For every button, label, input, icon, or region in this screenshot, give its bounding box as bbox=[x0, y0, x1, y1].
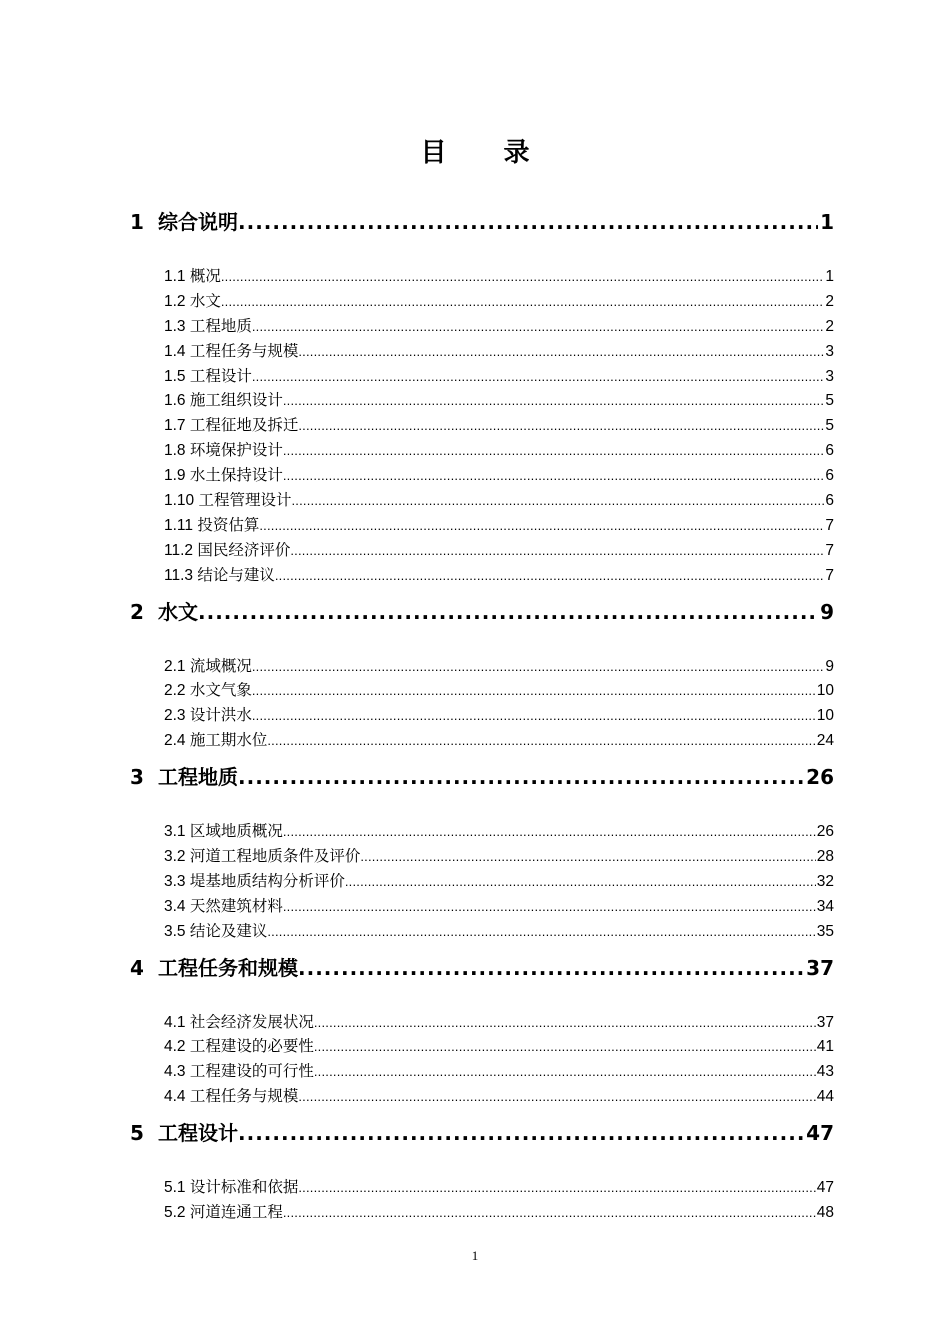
dot-leader bbox=[314, 1064, 816, 1079]
entry-label: 1.3 工程地质 bbox=[164, 317, 252, 335]
toc-entry[interactable] bbox=[164, 678, 834, 703]
dot-leader bbox=[314, 1015, 816, 1030]
entry-label: 11.3 结论与建议 bbox=[164, 566, 275, 584]
entry-page-number: 7 bbox=[825, 566, 834, 584]
dot-leader bbox=[283, 443, 825, 458]
dot-leader bbox=[290, 543, 824, 558]
dot-leader bbox=[238, 765, 804, 789]
toc-entry[interactable] bbox=[164, 1175, 834, 1200]
toc-chapter-2[interactable] bbox=[130, 596, 834, 630]
entry-label: 5.2 河道连通工程 bbox=[164, 1204, 283, 1222]
toc-chapter-3[interactable] bbox=[130, 761, 834, 795]
entry-label: 4.2 工程建设的必要性 bbox=[164, 1038, 314, 1056]
entry-label: 11.2 国民经济评价 bbox=[164, 541, 291, 559]
dot-leader bbox=[252, 708, 816, 723]
dot-leader bbox=[345, 874, 816, 889]
entry-page-number: 2 bbox=[825, 317, 834, 335]
chapter-label: 工程地质 bbox=[158, 765, 238, 790]
toc-entry[interactable] bbox=[164, 513, 834, 538]
entry-label: 4.3 工程建设的可行性 bbox=[164, 1063, 314, 1081]
entry-page-number: 10 bbox=[816, 707, 834, 725]
toc-sections-4 bbox=[164, 1010, 834, 1110]
entry-page-number: 47 bbox=[816, 1179, 834, 1197]
chapter-number: 5 bbox=[130, 1121, 144, 1146]
entry-label: 3.3 堤基地质结构分析评价 bbox=[164, 872, 345, 890]
toc-entry[interactable] bbox=[164, 703, 834, 728]
dot-leader bbox=[221, 269, 825, 284]
entry-label: 5.1 设计标准和依据 bbox=[164, 1179, 299, 1197]
entry-page-number: 10 bbox=[816, 682, 834, 700]
toc-entry[interactable] bbox=[164, 314, 834, 339]
chapter-label: 综合说明 bbox=[158, 210, 238, 234]
toc-chapter-4[interactable] bbox=[130, 952, 834, 986]
dot-leader bbox=[283, 899, 816, 914]
entry-label: 1.7 工程征地及拆迁 bbox=[164, 417, 299, 435]
toc-entry[interactable] bbox=[164, 844, 834, 869]
table-of-contents bbox=[0, 206, 950, 1233]
toc-entry[interactable] bbox=[164, 438, 834, 463]
dot-leader bbox=[267, 924, 815, 939]
dot-leader bbox=[252, 659, 825, 674]
entry-label: 1.1 概况 bbox=[164, 268, 221, 285]
entry-label: 4.4 工程任务与规模 bbox=[164, 1088, 299, 1106]
toc-entry[interactable] bbox=[164, 264, 834, 289]
entry-label: 1.6 施工组织设计 bbox=[164, 392, 283, 410]
dot-leader bbox=[283, 468, 825, 483]
entry-page-number: 3 bbox=[825, 367, 834, 385]
dot-leader bbox=[291, 493, 824, 508]
dot-leader bbox=[275, 568, 825, 583]
entry-page-number: 24 bbox=[816, 732, 834, 750]
toc-sections-5 bbox=[164, 1175, 834, 1225]
chapter-number: 4 bbox=[130, 955, 144, 980]
toc-sections-1 bbox=[164, 264, 834, 588]
chapter-page-number: 37 bbox=[806, 955, 834, 980]
dot-leader bbox=[238, 1121, 804, 1145]
entry-label: 3.1 区域地质概况 bbox=[164, 823, 283, 841]
toc-entry[interactable] bbox=[164, 488, 834, 513]
dot-leader bbox=[298, 344, 824, 359]
entry-page-number: 43 bbox=[816, 1063, 834, 1081]
dot-leader bbox=[238, 210, 818, 234]
toc-sections-2 bbox=[164, 654, 834, 754]
toc-entry[interactable] bbox=[164, 364, 834, 389]
toc-entry[interactable] bbox=[164, 1034, 834, 1059]
dot-leader bbox=[283, 824, 816, 839]
entry-page-number: 28 bbox=[816, 848, 834, 866]
toc-entry[interactable] bbox=[164, 463, 834, 488]
entry-label: 1.9 水土保持设计 bbox=[164, 467, 283, 485]
dot-leader bbox=[314, 1039, 816, 1054]
dot-leader bbox=[360, 849, 815, 864]
entry-page-number: 44 bbox=[816, 1088, 834, 1106]
toc-entry[interactable] bbox=[164, 1200, 834, 1225]
chapter-label: 工程设计 bbox=[158, 1121, 238, 1146]
entry-label: 1.11 投资估算 bbox=[164, 516, 260, 534]
dot-leader bbox=[298, 956, 804, 980]
dot-leader bbox=[198, 600, 818, 624]
dot-leader bbox=[267, 733, 815, 748]
dot-leader bbox=[221, 294, 825, 309]
entry-page-number: 6 bbox=[825, 442, 834, 460]
entry-label: 1.4 工程任务与规模 bbox=[164, 342, 299, 360]
dot-leader bbox=[252, 319, 825, 334]
entry-page-number: 32 bbox=[816, 872, 834, 890]
entry-label: 1.10 工程管理设计 bbox=[164, 492, 292, 510]
entry-page-number: 1 bbox=[825, 268, 834, 285]
entry-label: 2.3 设计洪水 bbox=[164, 707, 252, 725]
entry-label: 3.4 天然建筑材料 bbox=[164, 897, 283, 915]
dot-leader bbox=[283, 1205, 816, 1220]
entry-page-number: 34 bbox=[816, 897, 834, 915]
chapter-page-number: 9 bbox=[820, 599, 834, 624]
dot-leader bbox=[252, 683, 816, 698]
entry-label: 3.5 结论及建议 bbox=[164, 922, 268, 940]
toc-entry[interactable] bbox=[164, 1084, 834, 1109]
toc-chapter-1[interactable] bbox=[130, 206, 834, 240]
entry-page-number: 37 bbox=[816, 1013, 834, 1031]
toc-entry[interactable] bbox=[164, 289, 834, 314]
entry-label: 1.8 环境保护设计 bbox=[164, 442, 283, 460]
entry-label: 1.2 水文 bbox=[164, 292, 221, 310]
dot-leader bbox=[283, 393, 825, 408]
toc-entry[interactable] bbox=[164, 538, 834, 563]
toc-entry[interactable] bbox=[164, 1059, 834, 1084]
entry-page-number: 5 bbox=[825, 417, 834, 435]
entry-page-number: 41 bbox=[816, 1038, 834, 1056]
toc-entry[interactable] bbox=[164, 894, 834, 919]
entry-page-number: 6 bbox=[825, 492, 834, 510]
toc-entry[interactable] bbox=[164, 413, 834, 438]
entry-page-number: 5 bbox=[825, 392, 834, 410]
toc-entry[interactable] bbox=[164, 654, 834, 679]
entry-page-number: 2 bbox=[825, 292, 834, 310]
chapter-number: 3 bbox=[130, 765, 144, 790]
dot-leader bbox=[298, 1180, 815, 1195]
entry-page-number: 35 bbox=[816, 922, 834, 940]
chapter-page-number: 1 bbox=[820, 210, 834, 234]
toc-entry[interactable] bbox=[164, 869, 834, 894]
page-number-footer: 1 bbox=[471, 1248, 479, 1263]
chapter-number: 2 bbox=[130, 599, 144, 624]
entry-label: 2.4 施工期水位 bbox=[164, 732, 268, 750]
entry-page-number: 9 bbox=[825, 657, 834, 675]
entry-label: 4.1 社会经济发展状况 bbox=[164, 1013, 314, 1031]
dot-leader bbox=[298, 1089, 815, 1104]
toc-entry[interactable] bbox=[164, 1010, 834, 1035]
chapter-label: 水文 bbox=[158, 599, 198, 624]
entry-page-number: 7 bbox=[825, 541, 834, 559]
entry-page-number: 7 bbox=[825, 516, 834, 534]
entry-label: 1.5 工程设计 bbox=[164, 367, 252, 385]
entry-page-number: 3 bbox=[825, 342, 834, 360]
toc-title: 目 录 bbox=[420, 138, 554, 168]
toc-sections-3 bbox=[164, 819, 834, 943]
dot-leader bbox=[259, 518, 824, 533]
chapter-page-number: 26 bbox=[806, 765, 834, 790]
toc-entry[interactable] bbox=[164, 339, 834, 364]
toc-entry[interactable] bbox=[164, 388, 834, 413]
toc-entry[interactable] bbox=[164, 919, 834, 944]
chapter-number: 1 bbox=[130, 210, 144, 234]
toc-entry[interactable] bbox=[164, 819, 834, 844]
dot-leader bbox=[252, 369, 825, 384]
entry-page-number: 48 bbox=[816, 1204, 834, 1222]
toc-chapter-5[interactable] bbox=[130, 1117, 834, 1151]
chapter-label: 工程任务和规模 bbox=[158, 955, 298, 980]
entry-page-number: 6 bbox=[825, 467, 834, 485]
entry-label: 2.1 流域概况 bbox=[164, 657, 252, 675]
toc-entry[interactable] bbox=[164, 563, 834, 588]
chapter-page-number: 47 bbox=[806, 1121, 834, 1146]
entry-label: 2.2 水文气象 bbox=[164, 682, 252, 700]
dot-leader bbox=[298, 418, 824, 433]
entry-page-number: 26 bbox=[816, 823, 834, 841]
toc-entry[interactable] bbox=[164, 728, 834, 753]
entry-label: 3.2 河道工程地质条件及评价 bbox=[164, 848, 361, 866]
